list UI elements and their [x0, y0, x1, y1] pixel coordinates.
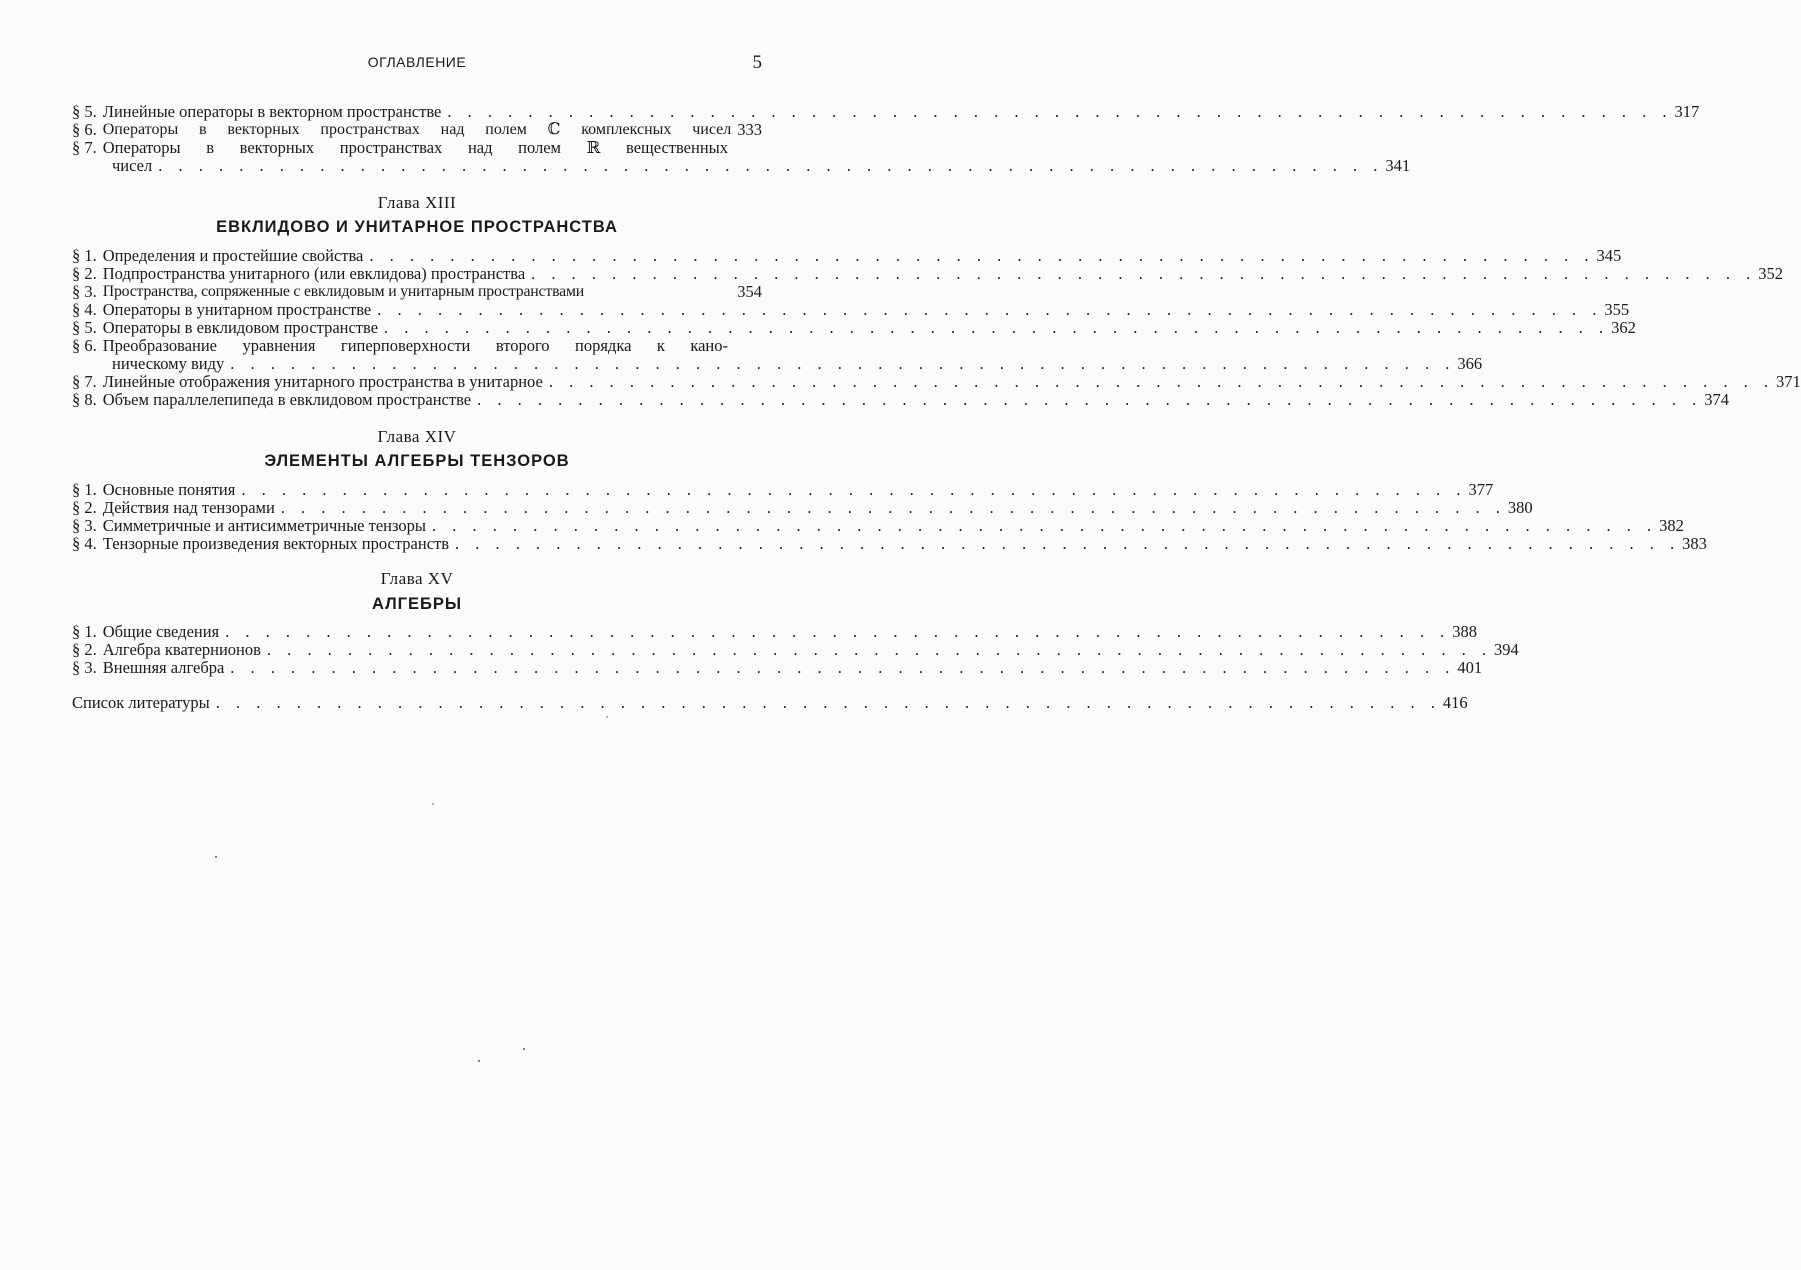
- toc-entry[interactable]: [72, 372, 1801, 391]
- page-ref: 345: [1596, 246, 1622, 265]
- section-number: § 1.: [72, 622, 97, 641]
- section-title: Объем параллелепипеда в евклидовом пространстве: [102, 390, 472, 409]
- section-title: Внешняя алгебра: [102, 658, 225, 677]
- toc-entry[interactable]: [72, 300, 1630, 319]
- section-number: § 4.: [72, 300, 97, 319]
- page-ref: 401: [1457, 658, 1483, 677]
- toc-entry[interactable]: [72, 138, 1411, 175]
- bibliography-title: Список литературы: [72, 693, 210, 712]
- leader-dots: . . . . . . . . . . . . . . . . . . . . . . . . . . . . . . . . . . . . . . . . . . . . . . . . . . . . . . . . . . . . .: [230, 354, 1456, 373]
- leader-dots: . . . . . . . . . . . . . . . . . . . . . . . . . . . . . . . . . . . . . . . . . . . . . . . . . . . . . . . . . . . . .: [230, 658, 1456, 677]
- page-ref: 333: [737, 120, 762, 139]
- leader-dots: . . . . . . . . . . . . . . . . . . . . . . . . . . . . . . . . . . . . . . . . . . . . . . . . . . . . . . . . . . . . .: [377, 300, 1603, 319]
- section-title: Линейные отображения унитарного пространства в унитарное: [102, 372, 543, 391]
- leader-dots: . . . . . . . . . . . . . . . . . . . . . . . . . . . . . . . . . . . . . . . . . . . . . . . . . . . . . . . . . . . . .: [384, 318, 1610, 337]
- chapter-title: АЛГЕБРЫ: [371, 595, 463, 613]
- section-title: Симметричные и антисимметричные тензоры: [102, 516, 426, 535]
- toc-entry[interactable]: [72, 498, 1533, 517]
- section-number: § 1.: [72, 246, 97, 265]
- scan-speck: [215, 856, 217, 858]
- section-number: § 2.: [72, 264, 97, 283]
- leader-dots: . . . . . . . . . . . . . . . . . . . . . . . . . . . . . . . . . . . . . . . . . . . . . . . . . . . . . . . . . . . . .: [477, 390, 1703, 409]
- toc-entry[interactable]: [72, 264, 1784, 283]
- page-ref: 362: [1611, 318, 1636, 337]
- scan-speck: [432, 803, 434, 805]
- section-number: § 2.: [72, 498, 97, 517]
- page-ref: 355: [1604, 300, 1630, 319]
- leader-dots: . . . . . . . . . . . . . . . . . . . . . . . . . . . . . . . . . . . . . . . . . . . . . . . . . . . . . . . . . . . . .: [225, 622, 1451, 641]
- section-number: § 7.: [72, 372, 97, 391]
- section-title: Линейные операторы в векторном пространстве: [102, 102, 442, 121]
- page-ref: 380: [1507, 498, 1533, 517]
- toc-entry[interactable]: [72, 318, 1636, 337]
- section-title: Алгебра кватернионов: [102, 640, 261, 659]
- leader-dots: . . . . . . . . . . . . . . . . . . . . . . . . . . . . . . . . . . . . . . . . . . . . . . . . . . . . . . . . . . . . .: [266, 640, 1493, 659]
- section-title-continued: ническому виду: [112, 354, 225, 373]
- running-head: [72, 52, 762, 74]
- leader-dots: . . . . . . . . . . . . . . . . . . . . . . . . . . . . . . . . . . . . . . . . . . . . . . . . . . . . . . . . . . . . .: [447, 102, 1673, 121]
- leader-dots: . . . . . . . . . . . . . . . . . . . . . . . . . . . . . . . . . . . . . . . . . . . . . . . . . . . . . . . . . . . . .: [241, 480, 1467, 499]
- page-ref: 377: [1468, 480, 1494, 499]
- chapter-heading: Глава XV: [380, 569, 454, 588]
- leader-dots: . . . . . . . . . . . . . . . . . . . . . . . . . . . . . . . . . . . . . . . . . . . . . . . . . . . . . . . . . . . . .: [455, 534, 1681, 553]
- section-title: Основные понятия: [102, 480, 236, 499]
- page-ref: 366: [1457, 354, 1483, 373]
- page-ref: 371: [1775, 372, 1801, 391]
- scan-speck: [606, 716, 608, 718]
- section-number: § 3.: [72, 282, 97, 301]
- section-title: Операторы в евклидовом пространстве: [102, 318, 379, 337]
- toc-entry[interactable]: [72, 390, 1729, 409]
- section-title: Операторы в векторных пространствах над полем ℝ вещественных: [102, 138, 728, 157]
- section-title: Подпространства унитарного (или евклидова) пространства: [102, 264, 526, 283]
- section-title-continued: чисел: [112, 156, 153, 175]
- scan-speck: [523, 1048, 525, 1050]
- section-number: § 8.: [72, 390, 97, 409]
- leader-dots: . . . . . . . . . . . . . . . . . . . . . . . . . . . . . . . . . . . . . . . . . . . . . . . . . . . . . . . . . . . . .: [548, 372, 1774, 391]
- leader-dots: . . . . . . . . . . . . . . . . . . . . . . . . . . . . . . . . . . . . . . . . . . . . . . . . . . . . . . . . . . . . .: [531, 264, 1757, 283]
- toc-entry[interactable]: [72, 336, 1483, 373]
- leader-dots: . . . . . . . . . . . . . . . . . . . . . . . . . . . . . . . . . . . . . . . . . . . . . . . . . . . . . . . . . . . . .: [431, 516, 1658, 535]
- section-number: § 2.: [72, 640, 97, 659]
- section-title: Операторы в унитарном пространстве: [102, 300, 372, 319]
- toc-entry-bibliography[interactable]: [72, 693, 1468, 712]
- page-ref: 354: [737, 282, 762, 301]
- toc-entry[interactable]: [72, 121, 762, 139]
- toc-entry[interactable]: [72, 246, 1622, 265]
- chapter-title: ЕВКЛИДОВО И УНИТАРНОЕ ПРОСТРАНСТВА: [216, 218, 618, 236]
- section-number: § 1.: [72, 480, 97, 499]
- chapter-heading: Глава XIII: [377, 193, 457, 212]
- section-title: Действия над тензорами: [102, 498, 275, 517]
- section-number: § 4.: [72, 534, 97, 553]
- running-title: ОГЛАВЛЕНИЕ: [367, 54, 467, 70]
- toc-entry[interactable]: [72, 534, 1707, 553]
- section-number: § 5.: [72, 102, 97, 121]
- section-number: § 6.: [72, 336, 97, 355]
- leader-dots: . . . . . . . . . . . . . . . . . . . . . . . . . . . . . . . . . . . . . . . . . . . . . . . . . . . . . . . . . . . . .: [369, 246, 1595, 265]
- page-ref: 416: [1442, 693, 1468, 712]
- chapter-heading: Глава XIV: [377, 427, 457, 446]
- toc-entry[interactable]: [72, 102, 1700, 121]
- section-title: Пространства, сопряженные с евклидовым и унитарным пространствами: [102, 283, 584, 300]
- toc-entry[interactable]: [72, 516, 1684, 535]
- page-ref: 352: [1758, 264, 1784, 283]
- page-ref: 394: [1494, 640, 1519, 659]
- page-ref: 382: [1659, 516, 1684, 535]
- section-title: Тензорные произведения векторных пространств: [102, 534, 450, 553]
- section-title: Операторы в векторных пространствах над полем ℂ комплексных чисел: [102, 121, 732, 138]
- page-ref: 383: [1682, 534, 1707, 553]
- page-ref: 388: [1452, 622, 1478, 641]
- section-number: § 7.: [72, 138, 97, 157]
- toc-entry[interactable]: [72, 283, 762, 301]
- scan-speck: [478, 1060, 480, 1062]
- section-number: § 3.: [72, 516, 97, 535]
- section-number: § 3.: [72, 658, 97, 677]
- section-number: § 6.: [72, 120, 97, 139]
- section-title: Определения и простейшие свойства: [102, 246, 364, 265]
- leader-dots: . . . . . . . . . . . . . . . . . . . . . . . . . . . . . . . . . . . . . . . . . . . . . . . . . . . . . . . . . . . . .: [215, 693, 1441, 712]
- toc-entry[interactable]: [72, 640, 1519, 659]
- section-title: Общие сведения: [102, 622, 220, 641]
- section-number: § 5.: [72, 318, 97, 337]
- section-title: Преобразование уравнения гиперповерхности второго порядка к кано-: [102, 336, 728, 355]
- page-ref: 341: [1385, 156, 1411, 175]
- toc-entry[interactable]: [72, 658, 1483, 677]
- page-ref: 317: [1674, 102, 1700, 121]
- leader-dots: . . . . . . . . . . . . . . . . . . . . . . . . . . . . . . . . . . . . . . . . . . . . . . . . . . . . . . . . . . . . .: [158, 156, 1384, 175]
- leader-dots: . . . . . . . . . . . . . . . . . . . . . . . . . . . . . . . . . . . . . . . . . . . . . . . . . . . . . . . . . . . . .: [280, 498, 1506, 517]
- page-ref: 374: [1704, 390, 1729, 409]
- page-number: 5: [752, 52, 762, 73]
- toc-entry[interactable]: [72, 480, 1494, 499]
- toc-entry[interactable]: [72, 622, 1478, 641]
- chapter-title: ЭЛЕМЕНТЫ АЛГЕБРЫ ТЕНЗОРОВ: [264, 452, 570, 470]
